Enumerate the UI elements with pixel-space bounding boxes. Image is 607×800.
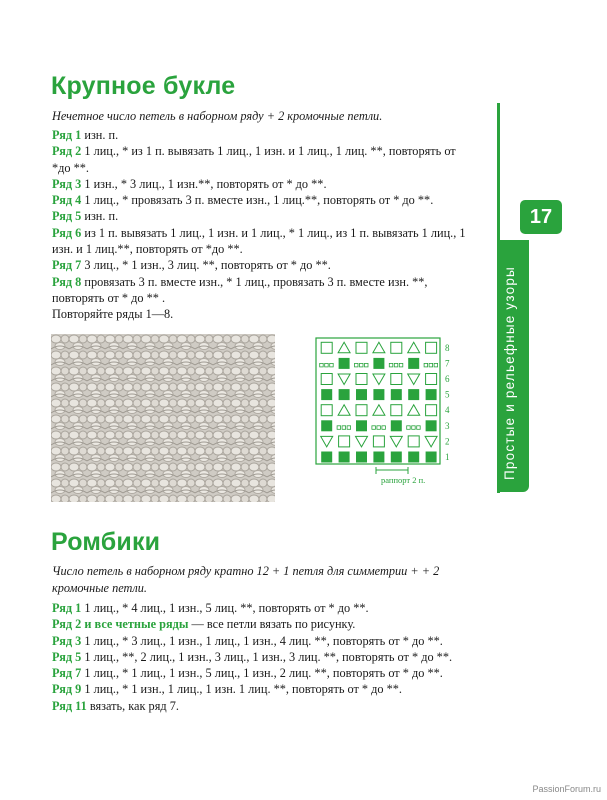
row-label: Ряд 3 (52, 176, 82, 191)
row-line (52, 274, 470, 307)
row-text: 1 лиц., * из 1 п. вывязать 1 лиц., 1 изн. и 1 лиц., 1 лиц. **, повторять от *до **. (52, 144, 456, 175)
row-line (52, 176, 470, 192)
chart-row-number: 5 (445, 389, 450, 400)
row-label: Ряд 6 (52, 225, 82, 240)
page-number: 17 (520, 200, 562, 234)
chart-cell (391, 420, 402, 431)
chart-cell (339, 358, 350, 369)
row-label: Ряд 2 (52, 144, 82, 159)
row-text: изн. п. (81, 128, 119, 142)
chart-row-number: 1 (445, 452, 450, 462)
row-line (52, 616, 470, 632)
chart-row-number: 2 (445, 436, 450, 447)
row-text: — все петли вязать по рисунку. (188, 617, 356, 632)
chart-cell (408, 452, 419, 463)
row-label: Ряд 1 (52, 128, 82, 142)
chart-cell (321, 420, 332, 431)
chart-cell (426, 420, 437, 431)
row-line (52, 633, 470, 649)
row-label: Ряд 5 (52, 649, 82, 664)
repeat-note: Повторяйте ряды 1—8. (52, 307, 174, 322)
chart-repeat-label: раппорт 2 п. (381, 475, 426, 485)
chart-cell (356, 452, 367, 463)
row-line (52, 208, 470, 224)
row-label: Ряд 1 (52, 601, 82, 615)
section2-intro: Число петель в наборном ряду кратно 12 + 1 петля для симметрии + + 2 кромочные петли. (52, 564, 440, 595)
row-label: Ряд 4 (52, 193, 82, 208)
chart-row-number: 8 (445, 342, 450, 353)
row-label: Ряд 7 (52, 258, 82, 273)
row-line (52, 698, 470, 714)
row-text: 1 лиц., * 1 лиц., 1 изн., 5 лиц., 1 изн., 2 лиц. **, повторять от * до **. (81, 666, 443, 681)
row-text: 1 лиц., * 4 лиц., 1 изн., 5 лиц. **, повторять от * до **. (81, 601, 369, 615)
row-label: Ряд 9 (52, 682, 82, 697)
row-text: 1 лиц., * провязать 3 п. вместе изн., 1 лиц.**, повторять от * до **. (81, 193, 434, 208)
row-label: Ряд 3 (52, 633, 82, 648)
row-line (52, 257, 470, 273)
chapter-title: Простые и рельефные узоры (502, 266, 517, 480)
row-text: 1 лиц., **, 2 лиц., 1 изн., 3 лиц., 1 изн., 3 лиц. **, повторять от * до **. (81, 649, 453, 664)
chart-cell (373, 389, 384, 400)
row-line (52, 681, 470, 697)
chart-cell (321, 389, 332, 400)
chart-row-number: 7 (445, 358, 450, 369)
chart-cell (339, 452, 350, 463)
chart-cell (339, 389, 350, 400)
chart-cell (373, 452, 384, 463)
chart-cell (426, 389, 437, 400)
knit-sample-photo (51, 334, 275, 502)
chart-cell (426, 452, 437, 463)
chart-cell (391, 452, 402, 463)
chart-cell (321, 452, 332, 463)
row-line (52, 143, 470, 176)
row-line (52, 600, 470, 616)
section1-intro: Нечетное число петель в наборном ряду + 2 кромочные петли. (52, 109, 383, 123)
row-text: 1 лиц., * 1 изн., 1 лиц., 1 изн. 1 лиц. **, повторять от * до **. (81, 682, 403, 697)
section1-rows (52, 127, 470, 323)
row-label: Ряд 8 (52, 274, 82, 289)
row-text: 3 лиц., * 1 изн., 3 лиц. **, повторять от * до **. (81, 258, 331, 273)
row-text: провязать 3 п. вместе изн., * 1 лиц., провязать 3 п. вместе изн. **, повторять от * до ** . (52, 274, 428, 305)
chart-row-number: 4 (445, 405, 450, 416)
row-text: изн. п. (81, 209, 119, 224)
row-text: 1 лиц., * 3 лиц., 1 изн., 1 лиц., 1 изн., 4 лиц. **, повторять от * до **. (81, 633, 443, 648)
row-line (52, 665, 470, 681)
row-label: Ряд 5 (52, 209, 82, 224)
section1-title: Крупное букле (51, 72, 236, 100)
chart-cell (356, 389, 367, 400)
section2-title: Ромбики (51, 528, 161, 556)
chart-row-number: 6 (445, 374, 450, 384)
knitting-chart (314, 336, 464, 486)
row-line (52, 649, 470, 665)
row-text: вязать, как ряд 7. (86, 698, 179, 713)
row-label: Ряд 7 (52, 666, 82, 681)
row-text: из 1 п. вывязать 1 лиц., 1 изн. и 1 лиц., * 1 лиц., из 1 п. вывязать 1 лиц., 1 изн. и 1 лиц.**, повторять от *до **. (52, 225, 466, 257)
chart-cell (391, 389, 402, 400)
section2-rows (52, 600, 470, 714)
row-line (52, 192, 470, 208)
chart-row-number: 3 (445, 420, 450, 431)
row-line (52, 127, 470, 143)
chart-cell (356, 420, 367, 431)
row-text: 1 изн., * 3 лиц., 1 изн.**, повторять от * до **. (81, 176, 327, 191)
chart-cell (408, 358, 419, 369)
chart-cell (373, 358, 384, 369)
chart-cell (408, 389, 419, 400)
watermark: PassionForum.ru (532, 784, 601, 794)
row-label: Ряд 11 (52, 698, 87, 713)
row-line (52, 225, 470, 258)
row-label: Ряд 2 и все четные ряды (52, 617, 189, 632)
